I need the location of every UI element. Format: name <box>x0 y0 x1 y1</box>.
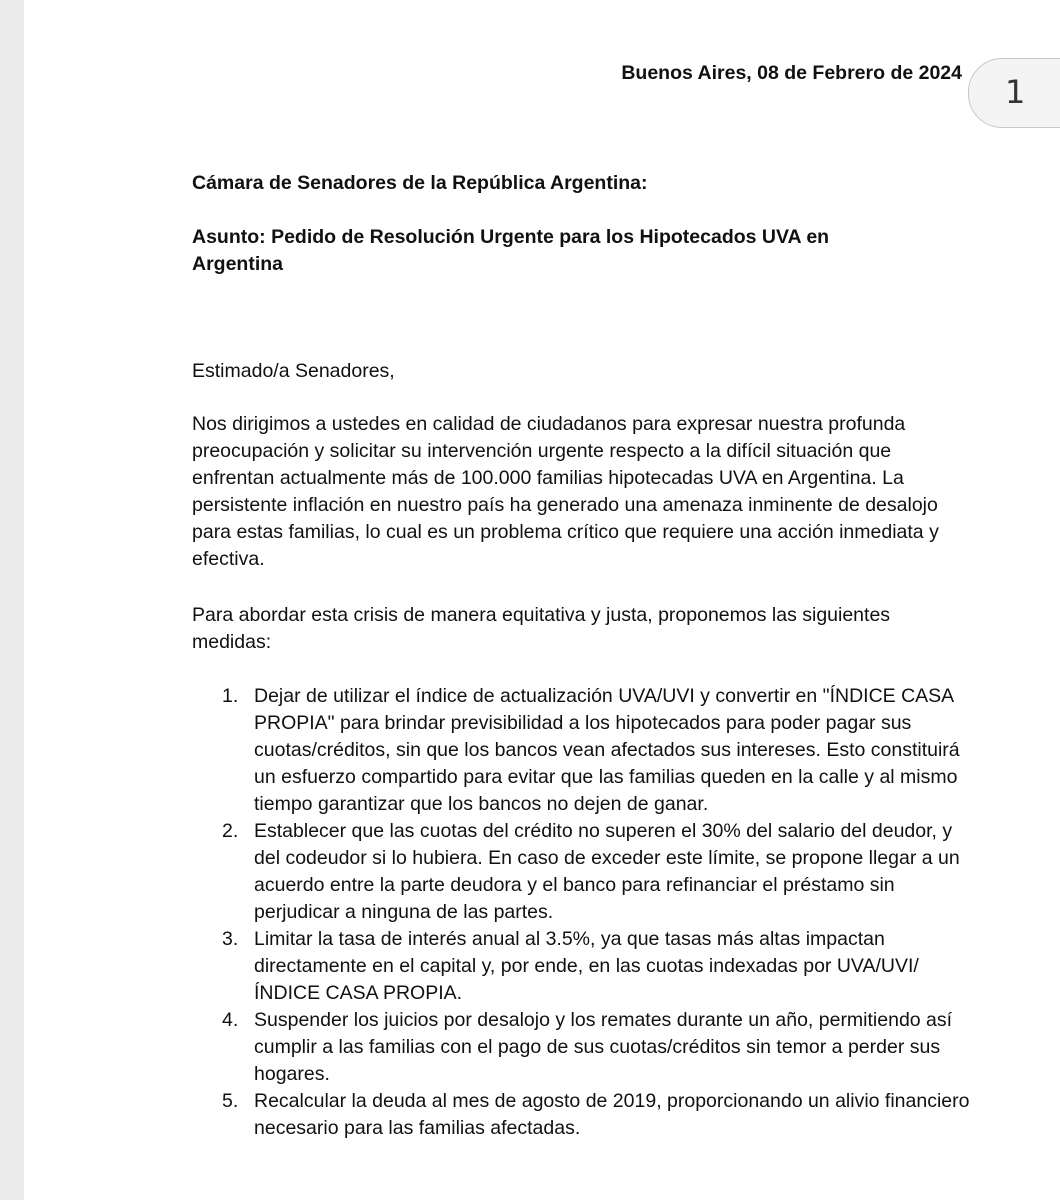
page-number: 1 <box>1005 73 1026 111</box>
list-item <box>192 1007 972 1088</box>
list-item-number: 2. <box>222 820 239 842</box>
measures-list <box>192 683 972 1142</box>
list-item-number: 1. <box>222 685 239 707</box>
list-item <box>192 1088 972 1142</box>
list-item-text: Suspender los juicios por desalojo y los remates durante un año, permitiendo así cumplir a las familias con el pago de sus cuotas/créditos sin temor a perder sus hogares. <box>254 1009 953 1085</box>
list-item-number: 3. <box>222 928 239 950</box>
intro-paragraph: Nos dirigimos a ustedes en calidad de ciudadanos para expresar nuestra profunda preocupación y solicitar su intervención urgente respecto a la difícil situación que enfrentan actualmente más de 100.000 familias hipotecadas UVA en Argentina. La persistente inflación en nuestro país ha generado una amenaza inminente de desalojo para estas familias, lo cual es un problema crítico que requiere una acción inmediata y efectiva. <box>192 413 939 570</box>
list-item <box>192 926 972 1007</box>
list-item <box>192 818 972 926</box>
page-number-badge <box>968 58 1060 128</box>
list-item-text: Dejar de utilizar el índice de actualización UVA/UVI y convertir en "ÍNDICE CASA PROPIA" para brindar previsibilidad a los hipotecados para poder pagar sus cuotas/créditos, sin que los bancos vean afectados sus intereses. Esto constituirá un esfuerzo compartido para evitar que las familias queden en la calle y al mismo tiempo garantizar que los bancos no dejen de ganar. <box>254 685 960 815</box>
list-item-text: Establecer que las cuotas del crédito no superen el 30% del salario del deudor, y del codeudor si lo hubiera. En caso de exceder este límite, se propone llegar a un acuerdo entre la parte deudora y el banco para refinanciar el préstamo sin perjudicar a ninguna de las partes. <box>254 820 960 923</box>
date-line: Buenos Aires, 08 de Febrero de 2024 <box>621 62 962 84</box>
subject-line: Asunto: Pedido de Resolución Urgente para los Hipotecados UVA en Argentina <box>192 226 830 275</box>
document-page <box>24 0 1060 1200</box>
list-item-number: 4. <box>222 1009 239 1031</box>
recipient-line: Cámara de Senadores de la República Argentina: <box>192 172 648 194</box>
proposal-paragraph: Para abordar esta crisis de manera equitativa y justa, proponemos las siguientes medidas: <box>192 604 891 653</box>
list-item-text: Limitar la tasa de interés anual al 3.5%, ya que tasas más altas impactan directamente en el capital y, por ende, en las cuotas indexadas por UVA/UVI/ÍNDICE CASA PROPIA. <box>254 928 919 1004</box>
list-item <box>192 683 972 818</box>
greeting: Estimado/a Senadores, <box>192 360 395 382</box>
list-item-number: 5. <box>222 1090 239 1112</box>
list-item-text: Recalcular la deuda al mes de agosto de 2019, proporcionando un alivio financiero necesario para las familias afectadas. <box>254 1090 970 1139</box>
